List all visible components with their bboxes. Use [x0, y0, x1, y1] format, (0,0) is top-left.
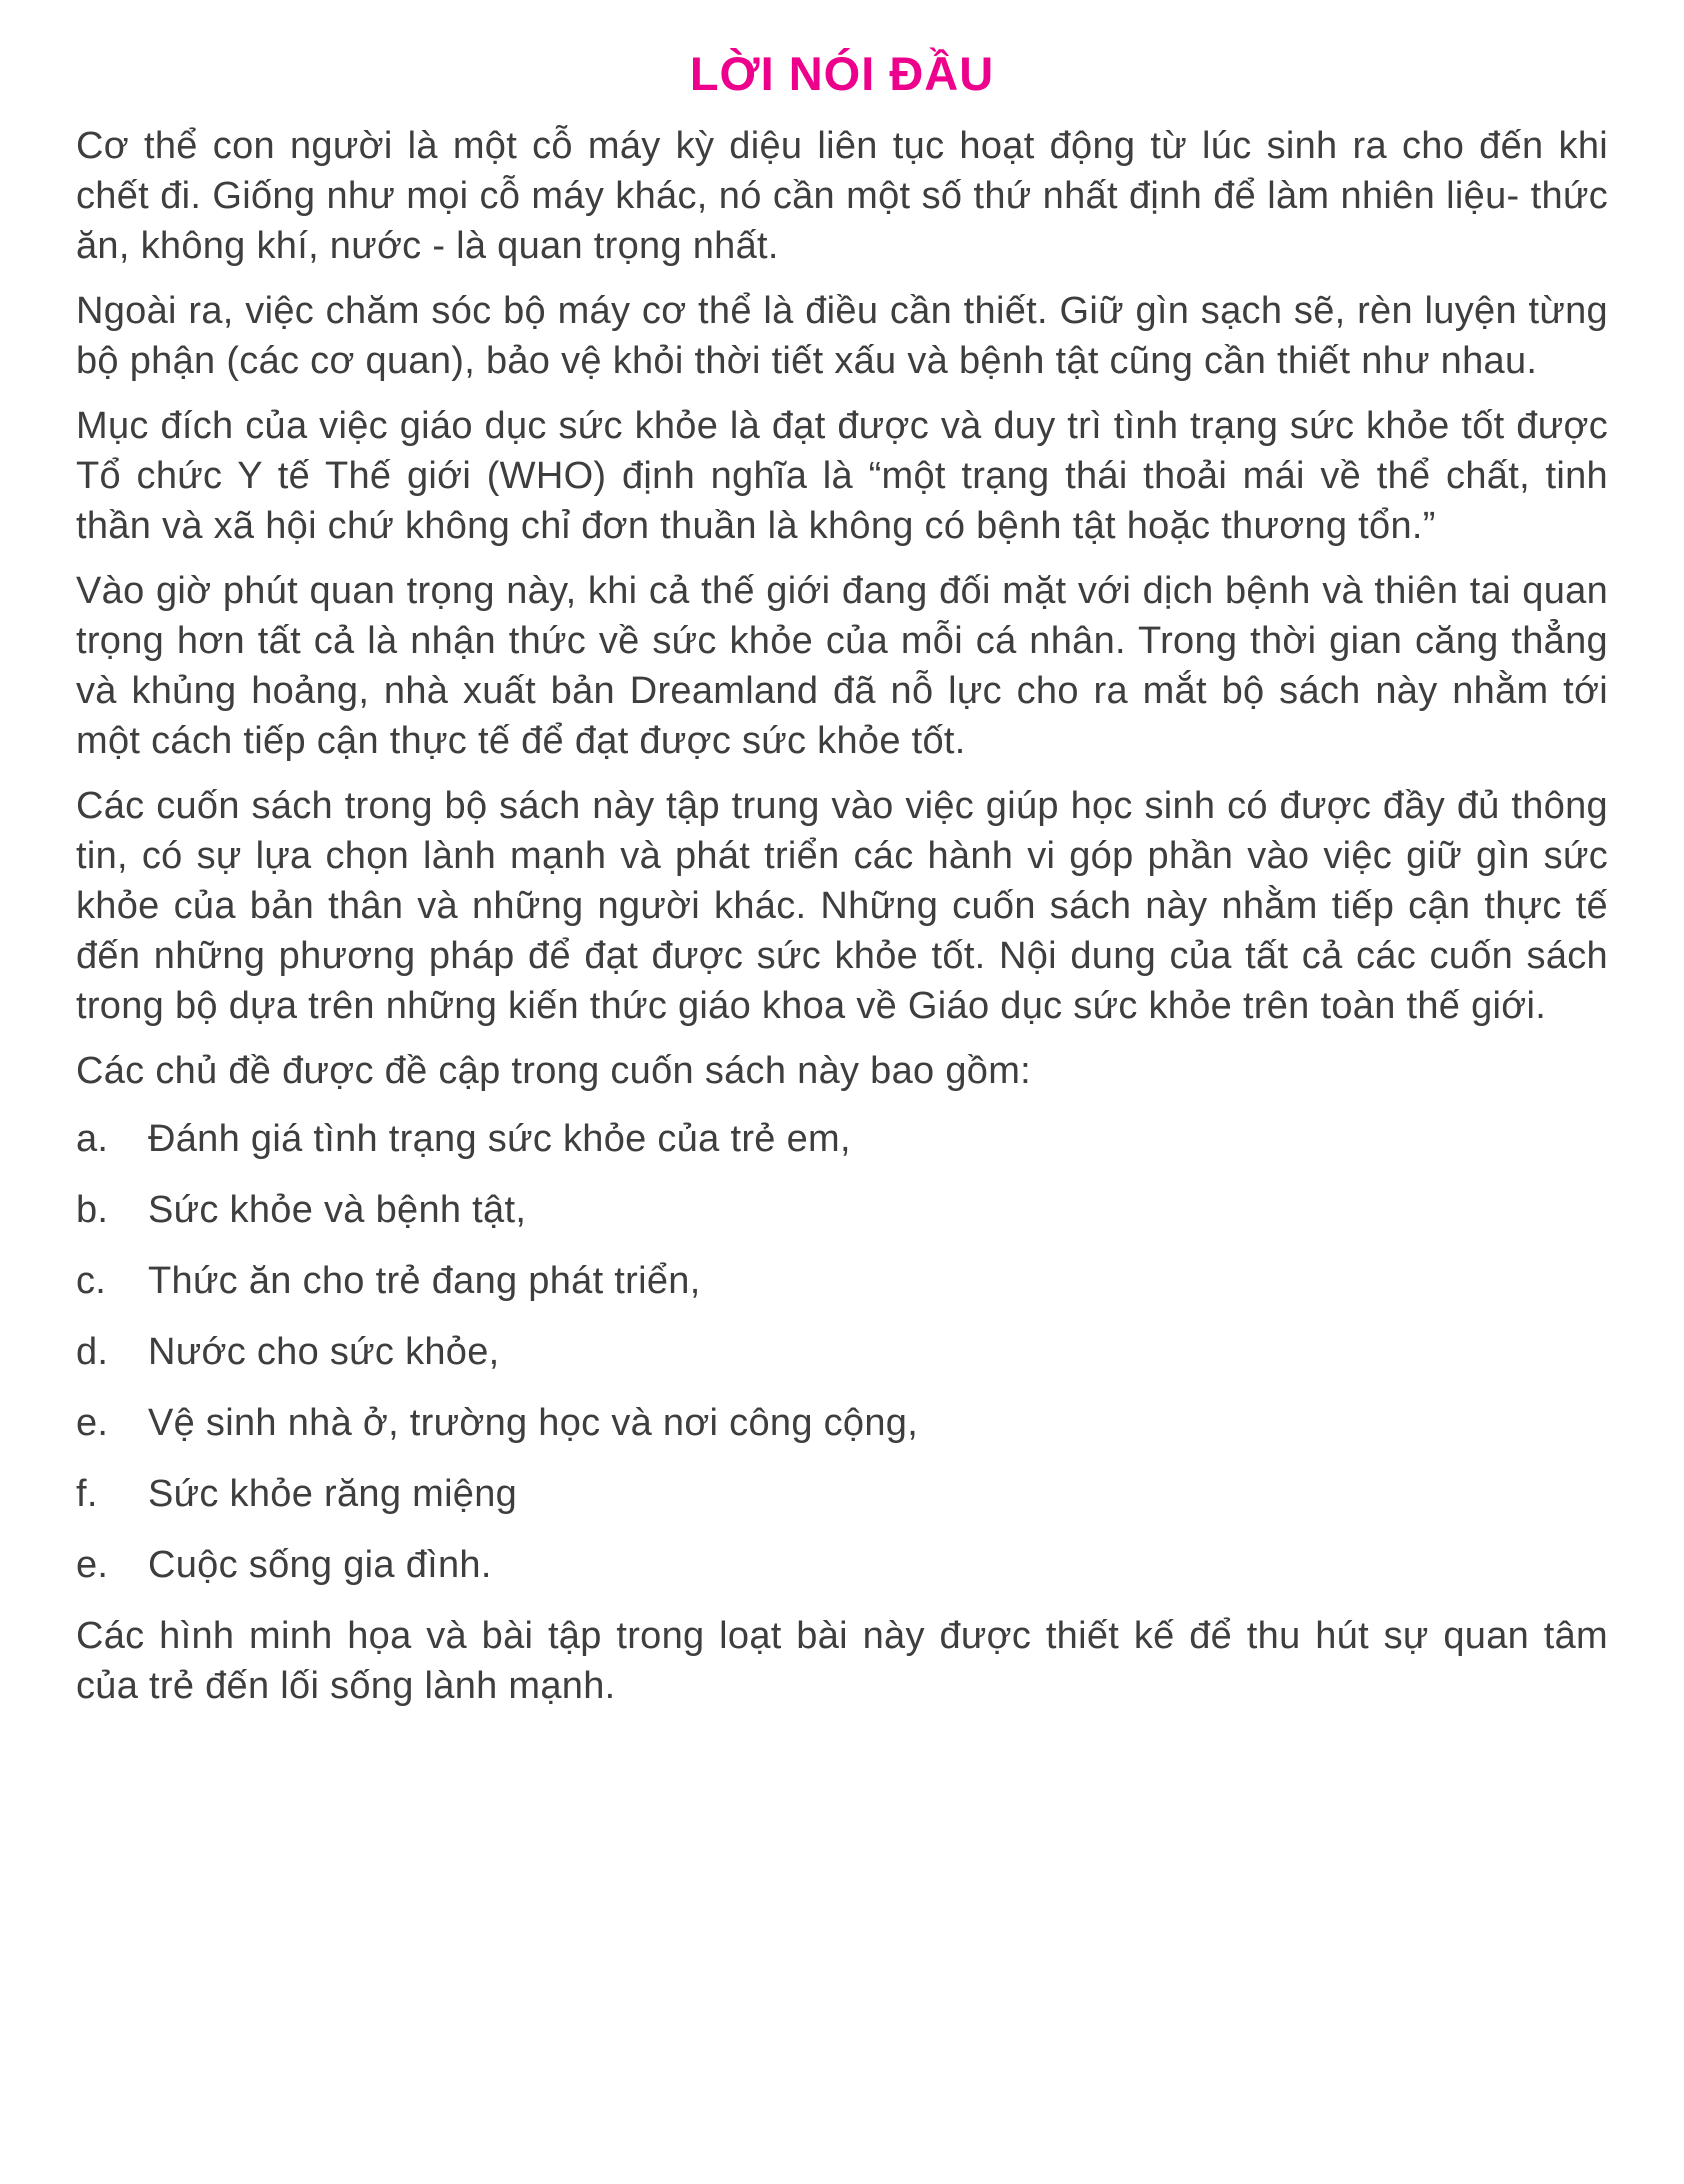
topics-intro: Các chủ đề được đề cập trong cuốn sách này bao gồm:	[76, 1050, 1032, 1092]
topic-list	[76, 1114, 1608, 1590]
list-item-marker: b.	[76, 1189, 109, 1231]
list-item-text: Đánh giá tình trạng sức khỏe của trẻ em,	[148, 1118, 851, 1160]
list-item-text: Nước cho sức khỏe,	[148, 1331, 500, 1373]
paragraph-book-series-goals: Các cuốn sách trong bộ sách này tập trung vào việc giúp học sinh có được đầy đủ thông tin, có sự lựa chọn lành mạnh và phát triển các hành vi góp phần vào việc giữ gìn sức khỏe của bản thân và những người khác. Những cuốn sách này nhằm tiếp cận thực tế đến những phương pháp để đạt được sức khỏe tốt. Nội dung của tất cả các cuốn sách trong bộ dựa trên những kiến thức giáo khoa về Giáo dục sức khỏe trên toàn thế giới.	[76, 785, 1608, 1027]
list-item	[76, 1256, 1608, 1306]
list-item	[76, 1114, 1608, 1164]
list-item-text: Sức khỏe răng miệng	[148, 1473, 518, 1515]
list-item-text: Thức ăn cho trẻ đang phát triển,	[148, 1260, 701, 1302]
list-item-marker: c.	[76, 1260, 107, 1302]
list-item-text: Vệ sinh nhà ở, trường học và nơi công cộng,	[148, 1402, 919, 1444]
list-item-marker: f.	[76, 1473, 98, 1515]
paragraph-publisher-context: Vào giờ phút quan trọng này, khi cả thế giới đang đối mặt với dịch bệnh và thiên tai quan trọng hơn tất cả là nhận thức về sức khỏe của mỗi cá nhân. Trong thời gian căng thẳng và khủng hoảng, nhà xuất bản Dreamland đã nỗ lực cho ra mắt bộ sách này nhằm tới một cách tiếp cận thực tế để đạt được sức khỏe tốt.	[76, 570, 1608, 762]
list-item-text: Cuộc sống gia đình.	[148, 1544, 492, 1586]
list-item-marker: a.	[76, 1118, 109, 1160]
list-item-marker: d.	[76, 1331, 109, 1373]
list-item-marker: e.	[76, 1402, 109, 1444]
page-title: LỜI NÓI ĐẦU	[689, 47, 995, 100]
list-item	[76, 1469, 1608, 1519]
list-item	[76, 1540, 1608, 1590]
paragraph-body-machine: Cơ thể con người là một cỗ máy kỳ diệu liên tục hoạt động từ lúc sinh ra cho đến khi chết đi. Giống như mọi cỗ máy khác, nó cần một số thứ nhất định để làm nhiên liệu- thức ăn, không khí, nước - là quan trọng nhất.	[76, 125, 1608, 267]
paragraph-body-care: Ngoài ra, việc chăm sóc bộ máy cơ thể là điều cần thiết. Giữ gìn sạch sẽ, rèn luyện từng bộ phận (các cơ quan), bảo vệ khỏi thời tiết xấu và bệnh tật cũng cần thiết như nhau.	[76, 290, 1608, 382]
list-item-text: Sức khỏe và bệnh tật,	[148, 1189, 527, 1231]
list-item	[76, 1398, 1608, 1448]
list-item	[76, 1327, 1608, 1377]
paragraph-closing: Các hình minh họa và bài tập trong loạt bài này được thiết kế để thu hút sự quan tâm của trẻ đến lối sống lành mạnh.	[76, 1615, 1608, 1707]
paragraph-health-education-purpose: Mục đích của việc giáo dục sức khỏe là đạt được và duy trì tình trạng sức khỏe tốt được Tổ chức Y tế Thế giới (WHO) định nghĩa là “một trạng thái thoải mái về thể chất, tinh thần và xã hội chứ không chỉ đơn thuần là không có bệnh tật hoặc thương tổn.”	[76, 405, 1608, 547]
list-item-marker: e.	[76, 1544, 109, 1586]
list-item	[76, 1185, 1608, 1235]
